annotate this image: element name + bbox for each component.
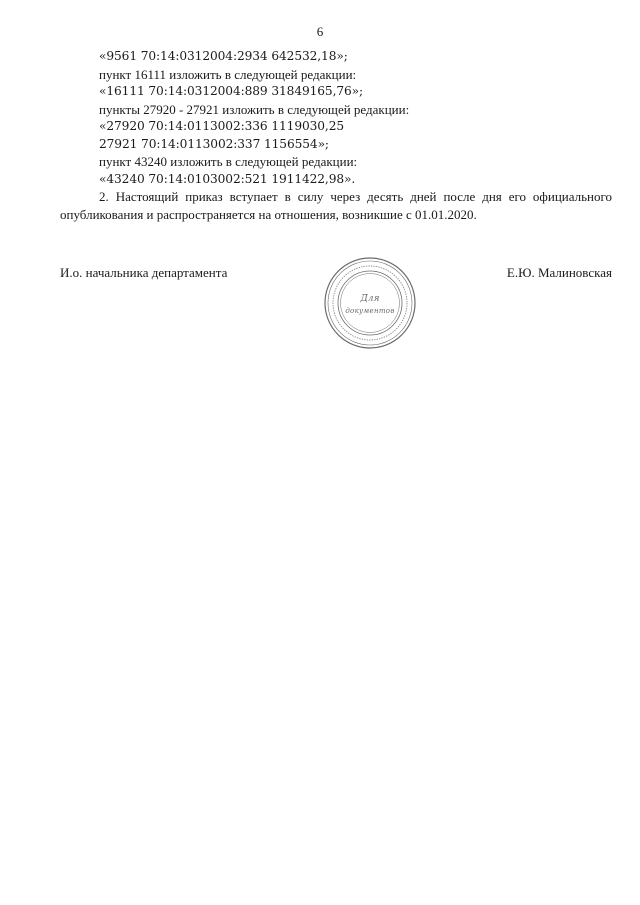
page-number: 6 <box>316 24 324 39</box>
official-seal-stamp <box>323 256 417 350</box>
amendment-line: «9561 70:14:0312004:2934 642532,18»; <box>99 49 348 63</box>
signatory-position: И.о. начальника департамента <box>60 265 228 280</box>
signatory-name: Е.Ю. Малиновская <box>506 265 612 280</box>
amendment-line: «43240 70:14:0103002:521 1911422,98». <box>99 171 356 186</box>
amendment-line: «27920 70:14:0113002:336 1119030,25 <box>99 119 345 133</box>
document-body <box>60 48 612 223</box>
effective-date-paragraph: 2. Настоящий приказ вступает в силу через десять дней после дня его официального опубликования и распространяется на отношения, возникшие с 01.01.2020. <box>60 189 612 222</box>
stamp-text-line1: Для <box>360 294 380 304</box>
amendment-line: пункты 27920 - 27921 изложить в следующей редакции: <box>99 101 410 117</box>
amendment-line: пункт 16111 изложить в следующей редакции: <box>99 66 357 82</box>
amendment-line: 27921 70:14:0113002:337 1156554»; <box>99 136 329 151</box>
amendment-line: «16111 70:14:0312004:889 31849165,76»; <box>99 84 364 98</box>
amendment-line: пункт 43240 изложить в следующей редакции: <box>99 154 358 169</box>
stamp-text-line2: документов <box>345 307 395 315</box>
